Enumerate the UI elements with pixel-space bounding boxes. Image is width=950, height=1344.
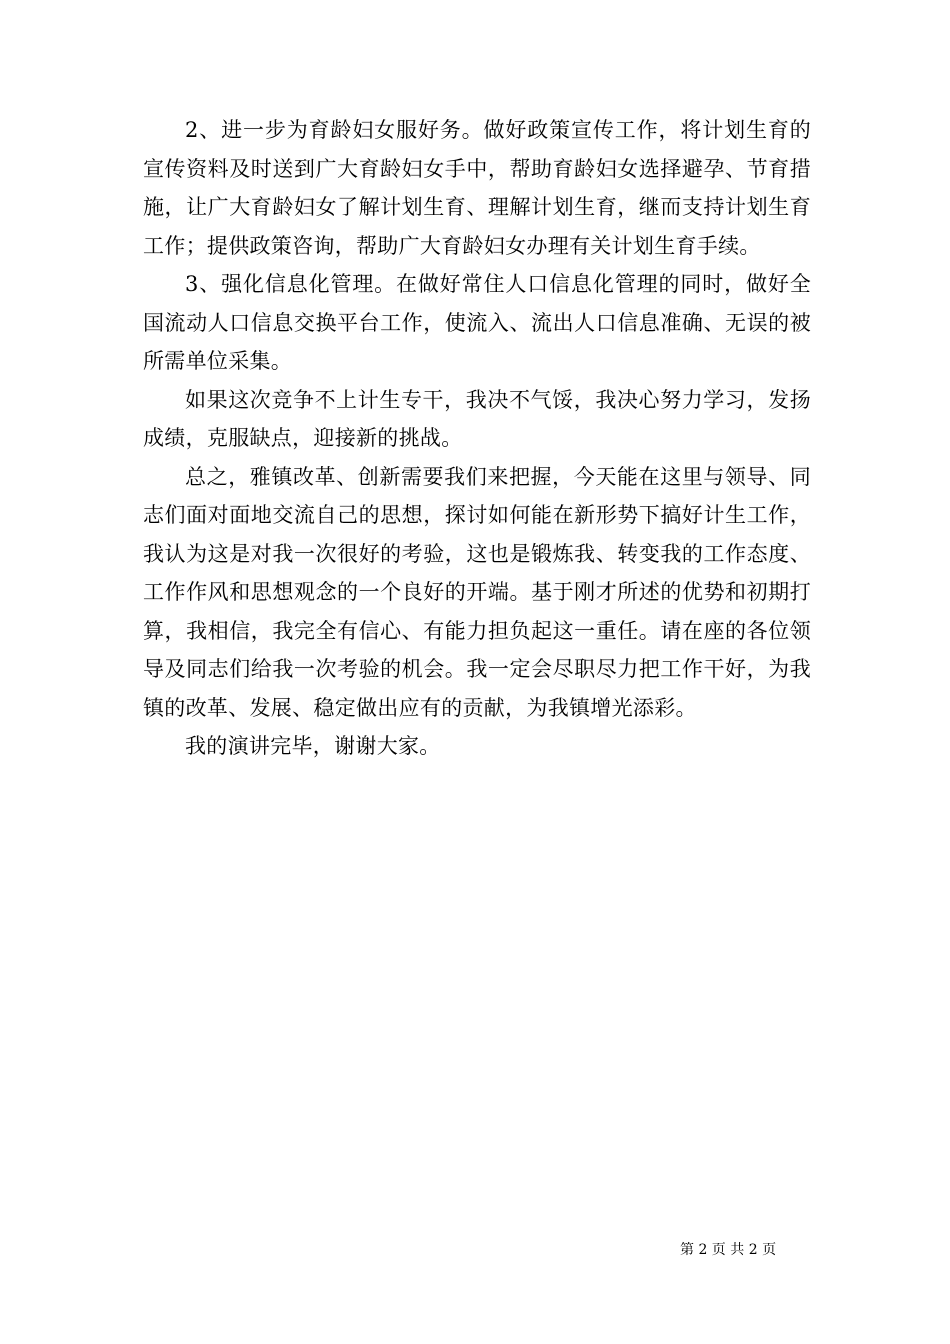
page-number-footer: 第 2 页 共 2 页 xyxy=(680,1242,777,1258)
paragraph-family-planning-service: 2、进一步为育龄妇女服好务。做好政策宣传工作，将计划生育的宣传资料及时送到广大育龄妇女手中，帮助育龄妇女选择避孕、节育措施，让广大育龄妇女了解计划生育、理解计划生育，继而支持计划生育工作；提供政策咨询，帮助广大育龄妇女办理有关计划生育手续。 xyxy=(143,118,811,258)
paragraph-closing: 我的演讲完毕，谢谢大家。 xyxy=(185,734,441,758)
document-body xyxy=(143,111,811,766)
paragraph-conclusion: 总之，雅镇改革、创新需要我们来把握，今天能在这里与领导、同志们面对面地交流自己的思想，探讨如何能在新形势下搞好计生工作，我认为这是对我一次很好的考验，这也是锻炼我、转变我的工作态度、工作作风和思想观念的一个良好的开端。基于刚才所述的优势和初期打算，我相信，我完全有信心、有能力担负起这一重任。请在座的各位领导及同志们给我一次考验的机会。我一定会尽职尽力把工作干好，为我镇的改革、发展、稳定做出应有的贡献，为我镇增光添彩。 xyxy=(143,464,811,720)
paragraph-if-not-selected: 如果这次竞争不上计生专干，我决不气馁，我决心努力学习，发扬成绩，克服缺点，迎接新的挑战。 xyxy=(143,387,811,450)
paragraph-information-management: 3、强化信息化管理。在做好常住人口信息化管理的同时，做好全国流动人口信息交换平台工作，使流入、流出人口信息准确、无误的被所需单位采集。 xyxy=(143,272,811,373)
